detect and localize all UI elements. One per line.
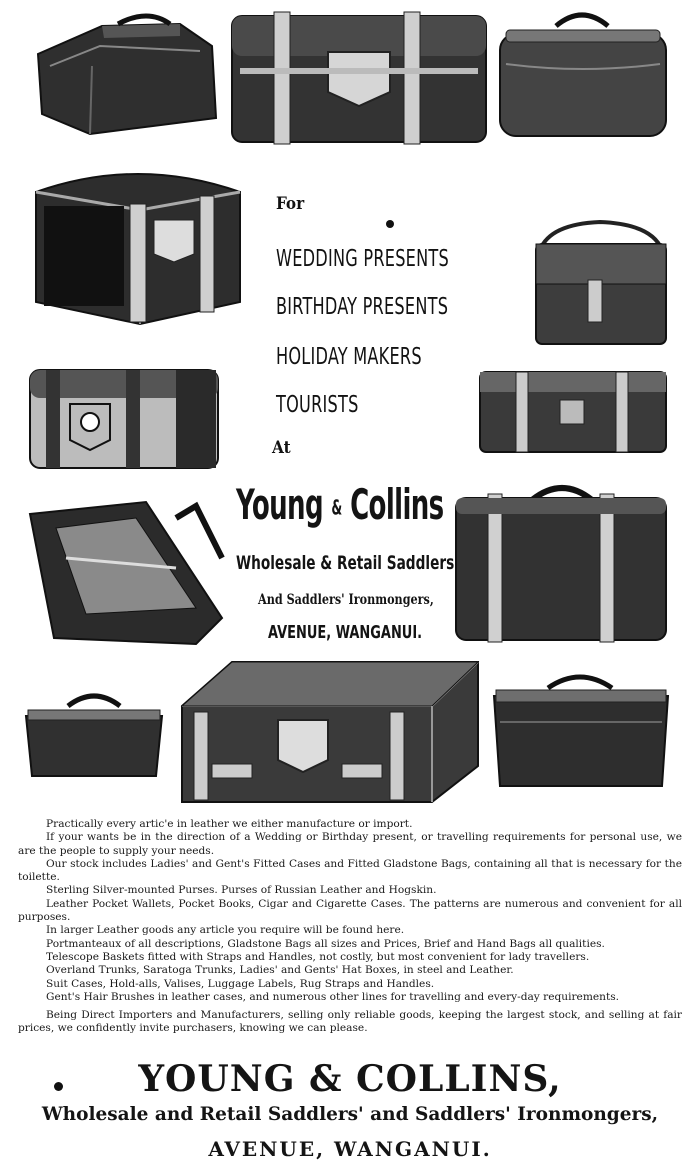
body-paragraph: If your wants be in the direction of a Wedding or Birthday present, or travelling requirements for personal use, we are the people to supply your needs. (18, 831, 682, 857)
body-paragraph: Overland Trunks, Saratoga Trunks, Ladies' and Gents' Hat Boxes, in steel and Leather. (46, 964, 514, 977)
body-paragraph: Portmanteaux of all descriptions, Gladstone Bags all sizes and Prices, Brief and Hand Bags all qualities. (46, 937, 605, 950)
dome-trunk-illustration (30, 162, 246, 328)
headline-wedding-presents: WEDDING PRESENTS (276, 246, 449, 272)
body-copy (18, 818, 682, 1036)
canvas-trunk-illustration (26, 364, 222, 472)
firm-name-first: Young (236, 480, 323, 529)
firm-address: AVENUE, WANGANUI. (268, 622, 423, 643)
headline-birthday-presents: BIRTHDAY PRESENTS (276, 294, 449, 320)
headline-at: At (272, 438, 291, 458)
firm-ampersand: & (331, 495, 342, 520)
body-paragraph: Gent's Hair Brushes in leather cases, and numerous other lines for travelling and every-day requirements. (46, 990, 620, 1003)
headline-for: For (276, 194, 305, 214)
footer-address: AVENUE, WANGANUI. (208, 1137, 492, 1161)
large-doctor-bag-illustration (490, 666, 672, 790)
body-paragraph: Sterling Silver-mounted Purses. Purses of Russian Leather and Hogskin. (46, 884, 437, 897)
suitcase-illustration (476, 366, 670, 456)
print-speck (386, 220, 394, 228)
headline-tourists: TOURISTS (276, 392, 359, 418)
firm-ironmongers-line: And Saddlers' Ironmongers, (258, 592, 434, 608)
footer-trade-line: Wholesale and Retail Saddlers' and Saddlers' Ironmongers, (41, 1104, 659, 1125)
firm-name (236, 480, 444, 529)
headline-holiday-makers: HOLIDAY MAKERS (276, 344, 422, 370)
strapped-portmanteau-illustration (452, 478, 670, 644)
firm-name-second: Collins (350, 480, 444, 529)
strapped-trunk-illustration (228, 2, 490, 146)
body-paragraph: Leather Pocket Wallets, Pocket Books, Cigar and Cigarette Cases. The patterns are numerous and convenient for all purposes. (18, 897, 682, 924)
closing-paragraph: Being Direct Importers and Manufacturers, selling only reliable goods, keeping the largest stock, and selling at fair prices, we confidently invite purchasers, knowing we can please. (18, 1009, 682, 1035)
firm-trade-line: Wholesale & Retail Saddlers (236, 552, 455, 574)
open-gladstone-bag-illustration (30, 6, 220, 136)
open-hold-all-illustration (26, 498, 226, 648)
body-paragraph: In larger Leather goods any article you require will be found here. (46, 924, 405, 937)
body-paragraph: Practically every artic'e in leather we either manufacture or import. (46, 818, 413, 830)
satchel-illustration (530, 214, 672, 350)
small-gladstone-bag-illustration (22, 686, 166, 780)
body-paragraph: Suit Cases, Hold-alls, Valises, Luggage Labels, Rug Straps and Handles. (46, 977, 435, 990)
body-paragraph: Telescope Baskets fitted with Straps and Handles, not costly, but most convenient for lady travellers. (46, 950, 590, 963)
footer-firm-name: YOUNG & COLLINS, (138, 1058, 562, 1100)
body-paragraph: Our stock includes Ladies' and Gent's Fitted Cases and Fitted Gladstone Bags, containing all that is necessary for the toilette. (18, 857, 682, 884)
overland-trunk-illustration (172, 656, 484, 806)
doctor-bag-illustration (496, 4, 670, 140)
